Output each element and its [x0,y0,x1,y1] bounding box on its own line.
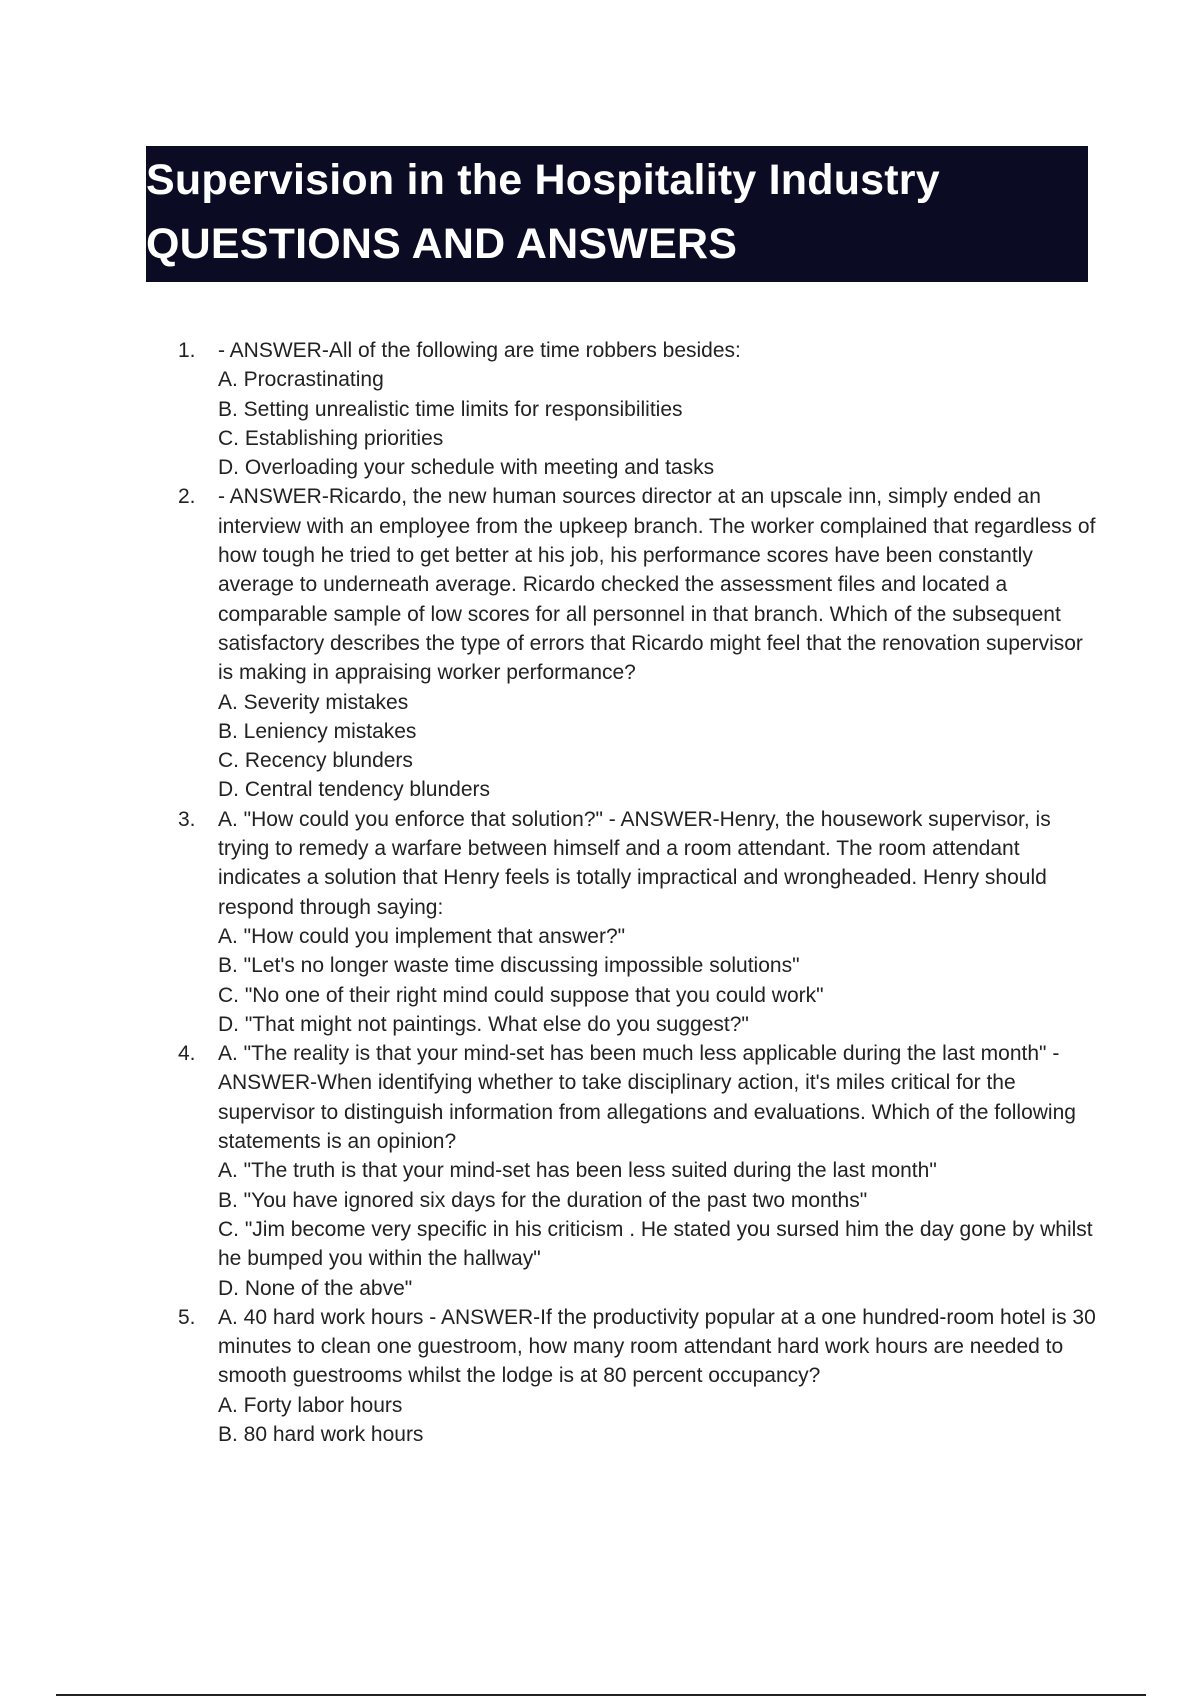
answer-option: C. "Jim become very specific in his criticism . He stated you sursed him the day gone by whilst he bumped you within the hallway" [218,1217,1093,1271]
question-text: A. "How could you enforce that solution?" - ANSWER-Henry, the housework supervisor, is trying to remedy a warfare between himself and a room attendant. The room attendant indicates a solution that Henry feels is totally impractical and wrongheaded. Henry should respond through saying: [218,807,1051,919]
answer-option: A. "The truth is that your mind-set has been less suited during the last month" [218,1159,937,1183]
question-item [178,805,1098,1039]
question-item [178,336,1098,482]
question-item [178,1303,1098,1449]
question-text: - ANSWER-All of the following are time robbers besides: [218,339,741,362]
answer-option: C. Establishing priorities [218,426,444,450]
answer-option: C. Recency blunders [218,749,413,773]
question-number: 3. [178,807,196,831]
answer-option: B. "Let's no longer waste time discussing impossible solutions" [218,954,800,978]
question-item [178,482,1098,804]
question-text: A. "The reality is that your mind-set has been much less applicable during the last month" - ANSWER-When identifying whether to take disciplinary action, it's miles critical for the supervisor to distinguish information from allegations and evaluations. Which of the following statements is an opinion? [218,1042,1076,1154]
answer-option: B. Setting unrealistic time limits for responsibilities [218,397,683,421]
answer-option: B. Leniency mistakes [218,719,417,743]
answer-option: B. "You have ignored six days for the duration of the past two months" [218,1188,868,1212]
answer-option: D. "That might not paintings. What else do you suggest?" [218,1012,749,1036]
question-body [218,1039,1098,1303]
question-body [218,805,1098,1039]
page-bottom-rule [56,1694,1146,1696]
answer-option: C. "No one of their right mind could suppose that you could work" [218,983,824,1007]
answer-option: D. Overloading your schedule with meeting and tasks [218,456,715,480]
answer-option: A. Severity mistakes [218,690,409,714]
question-number: 1. [178,339,196,362]
question-item [178,1039,1098,1303]
question-body [218,482,1098,804]
document-subtitle: QUESTIONS AND ANSWERS [146,220,738,268]
question-list [178,336,1098,1449]
document-title: Supervision in the Hospitality Industry [146,156,940,204]
question-text: A. 40 hard work hours - ANSWER-If the productivity popular at a one hundred-room hotel is 30 minutes to clean one guestroom, how many room attendant hard work hours are needed to smooth guestrooms whilst the lodge is at 80 percent occupancy? [218,1305,1096,1388]
answer-option: D. Central tendency blunders [218,778,490,802]
answer-option: A. "How could you implement that answer?" [218,924,626,948]
answer-option: D. None of the abve" [218,1276,413,1300]
question-body [218,1303,1098,1449]
question-number: 4. [178,1042,196,1066]
question-text: - ANSWER-Ricardo, the new human sources director at an upscale inn, simply ended an interview with an employee from the upkeep branch. The worker complained that regardless of how tough he tried to get better at his job, his performance scores have been constantly average to underneath average. Ricardo checked the assessment files and located a comparable sample of low scores for all personnel in that branch. Which of the subsequent satisfactory describes the type of errors that Ricardo might feel that the renovation supervisor is making in appraising worker performance? [218,485,1096,685]
title-banner [146,146,1088,282]
question-number: 5. [178,1305,196,1329]
question-body [218,336,1098,482]
question-number: 2. [178,485,196,509]
answer-option: A. Forty labor hours [218,1393,403,1417]
answer-option: B. 80 hard work hours [218,1422,424,1446]
answer-option: A. Procrastinating [218,368,384,392]
